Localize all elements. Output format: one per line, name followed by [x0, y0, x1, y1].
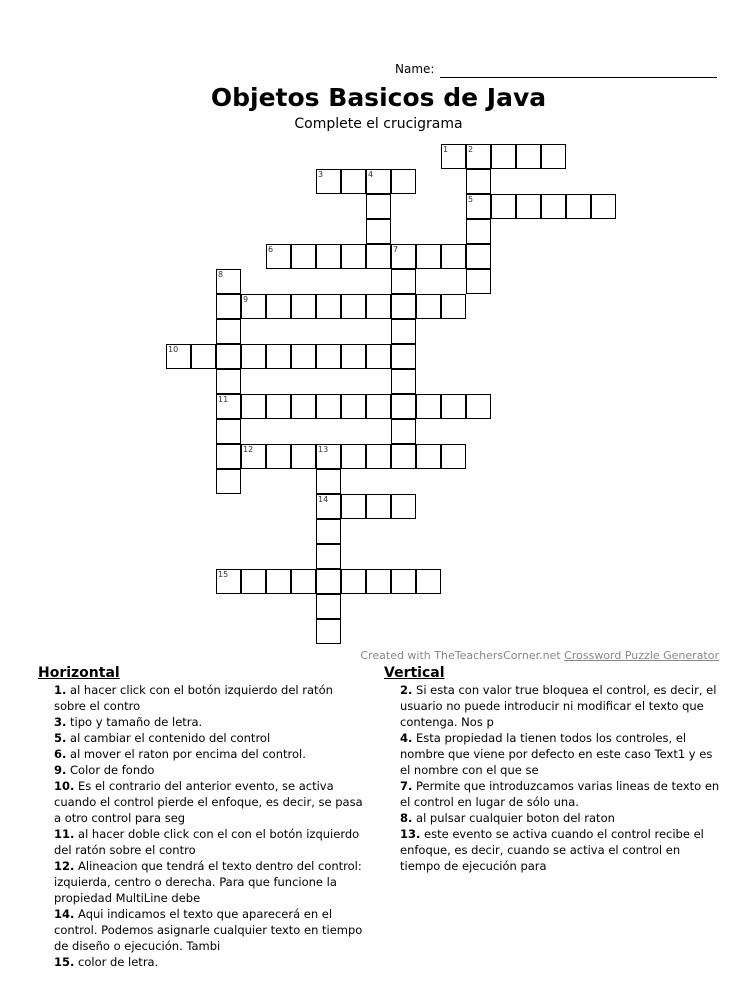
horizontal-clues	[38, 664, 363, 970]
clue-item-number: 12.	[54, 859, 75, 873]
clue-item-text: al cambiar el contenido del control	[70, 731, 271, 745]
clue-item-text: color de letra.	[78, 955, 159, 969]
crossword-cell[interactable]	[291, 569, 316, 594]
crossword-cell[interactable]	[466, 394, 491, 419]
clue-number: 7	[393, 245, 399, 254]
crossword-cell[interactable]	[316, 169, 341, 194]
crossword-cell[interactable]	[391, 269, 416, 294]
crossword-cell[interactable]	[241, 569, 266, 594]
clue-item	[38, 858, 363, 906]
clue-item	[38, 762, 363, 778]
crossword-cell[interactable]	[516, 144, 541, 169]
crossword-cell[interactable]	[466, 269, 491, 294]
clue-item-number: 11.	[54, 827, 75, 841]
clue-item	[384, 778, 724, 810]
crossword-cell[interactable]	[466, 169, 491, 194]
horizontal-clue-list	[38, 682, 363, 970]
crossword-cell[interactable]	[366, 194, 391, 219]
clue-item-number: 13.	[400, 827, 421, 841]
clue-item-text: Color de fondo	[70, 763, 155, 777]
clue-number: 5	[468, 195, 474, 204]
crossword-cell[interactable]	[391, 319, 416, 344]
clue-item-number: 1.	[54, 683, 67, 697]
clue-number: 11	[218, 395, 229, 404]
clue-item-number: 10.	[54, 779, 75, 793]
crossword-cell[interactable]	[441, 444, 466, 469]
crossword-cell[interactable]	[216, 344, 241, 369]
clue-item-number: 2.	[400, 683, 413, 697]
crossword-cell[interactable]	[491, 144, 516, 169]
clue-number: 6	[268, 245, 274, 254]
crossword-cell[interactable]	[316, 469, 341, 494]
clue-item	[38, 778, 363, 826]
crossword-cell[interactable]	[416, 394, 441, 419]
clue-item-text: Esta propiedad la tienen todos los controles, el nombre que viene por defecto en este caso Text1 y es el nombre con el que se	[400, 731, 713, 777]
crossword-cell[interactable]	[266, 244, 291, 269]
credit-prefix: Created with TheTeachersCorner.net	[360, 649, 565, 662]
clue-item	[38, 730, 363, 746]
clue-item-text: Alineacion que tendrá el texto dentro del control: izquierda, centro o derecha. Para que funcione la propiedad MultiLine debe	[54, 859, 362, 905]
crossword-cell[interactable]	[341, 344, 366, 369]
crossword-cell[interactable]	[366, 569, 391, 594]
clue-number: 14	[318, 495, 329, 504]
crossword-cell[interactable]	[341, 494, 366, 519]
clue-number: 8	[218, 270, 224, 279]
crossword-cell[interactable]	[266, 344, 291, 369]
crossword-cell[interactable]	[366, 494, 391, 519]
crossword-cell[interactable]	[316, 294, 341, 319]
clue-item-text: al mover el raton por encima del control.	[70, 747, 306, 761]
crossword-cell[interactable]	[391, 169, 416, 194]
clue-item-text: Si esta con valor true bloquea el control, es decir, el usuario no puede introducir ni modificar el texto que contenga. Nos p	[400, 683, 717, 729]
clue-item-text: Permite que introduzcamos varias lineas de texto en el control en lugar de sólo una.	[400, 779, 720, 809]
clue-item-number: 3.	[54, 715, 67, 729]
crossword-cell[interactable]	[391, 444, 416, 469]
crossword-cell[interactable]	[241, 344, 266, 369]
crossword-cell[interactable]	[316, 594, 341, 619]
crossword-cell[interactable]	[391, 394, 416, 419]
crossword-cell[interactable]	[566, 194, 591, 219]
crossword-cell[interactable]	[341, 294, 366, 319]
vertical-heading: Vertical	[384, 665, 445, 681]
clue-item	[384, 826, 724, 874]
clue-item-text: este evento se activa cuando el control recibe el enfoque, es decir, cuando se activa el control en tiempo de ejecución para	[400, 827, 704, 873]
crossword-cell[interactable]	[466, 244, 491, 269]
clue-item-number: 14.	[54, 907, 75, 921]
clue-item	[38, 906, 363, 954]
crossword-cell[interactable]	[316, 544, 341, 569]
crossword-cell[interactable]	[391, 419, 416, 444]
clue-item	[38, 954, 363, 970]
clue-item-number: 5.	[54, 731, 67, 745]
clue-item-text: al hacer doble click con el con el botón izquierdo del ratón sobre el contro	[54, 827, 360, 857]
crossword-cell[interactable]	[166, 344, 191, 369]
clue-item	[384, 730, 724, 778]
crossword-cell[interactable]	[216, 394, 241, 419]
crossword-cell[interactable]	[216, 419, 241, 444]
crossword-cell[interactable]	[341, 569, 366, 594]
crossword-cell[interactable]	[466, 144, 491, 169]
crossword-cell[interactable]	[341, 244, 366, 269]
clue-number: 10	[168, 345, 179, 354]
clue-item-number: 6.	[54, 747, 67, 761]
crossword-cell[interactable]	[216, 469, 241, 494]
crossword-cell[interactable]	[516, 194, 541, 219]
crossword-cell[interactable]	[266, 569, 291, 594]
crossword-cell[interactable]	[316, 244, 341, 269]
crossword-cell[interactable]	[391, 294, 416, 319]
clue-item	[38, 682, 363, 714]
crossword-cell[interactable]	[216, 369, 241, 394]
crossword-cell[interactable]	[391, 569, 416, 594]
crossword-cell[interactable]	[366, 394, 391, 419]
clue-number: 9	[243, 295, 249, 304]
crossword-cell[interactable]	[341, 394, 366, 419]
crossword-cell[interactable]	[341, 169, 366, 194]
crossword-cell[interactable]	[316, 519, 341, 544]
crossword-cell[interactable]	[541, 194, 566, 219]
crossword-cell[interactable]	[291, 244, 316, 269]
crossword-cell[interactable]	[241, 394, 266, 419]
crossword-cell[interactable]	[591, 194, 616, 219]
clue-number: 3	[318, 170, 324, 179]
clue-item	[384, 682, 724, 730]
clue-number: 4	[368, 170, 374, 179]
crossword-cell[interactable]	[216, 319, 241, 344]
crossword-cell[interactable]	[291, 394, 316, 419]
crossword-cell[interactable]	[416, 294, 441, 319]
horizontal-heading: Horizontal	[38, 665, 120, 681]
crossword-cell[interactable]	[341, 444, 366, 469]
crossword-cell[interactable]	[366, 344, 391, 369]
crossword-cell[interactable]	[416, 569, 441, 594]
clue-item-text: Aqui indicamos el texto que aparecerá en el control. Podemos asignarle cualquier texto en tiempo de diseño o ejecución. Tambi	[54, 907, 363, 953]
page-subtitle: Complete el crucigrama	[294, 116, 463, 132]
clue-item	[384, 810, 724, 826]
clue-number: 1	[443, 145, 449, 154]
vertical-clues	[384, 664, 724, 874]
name-label: Name:	[395, 62, 435, 76]
crossword-cell[interactable]	[391, 344, 416, 369]
crossword-cell[interactable]	[416, 444, 441, 469]
credit-link[interactable]: Crossword Puzzle Generator	[564, 649, 719, 662]
crossword-cell[interactable]	[391, 494, 416, 519]
crossword-cell[interactable]	[366, 169, 391, 194]
clue-item	[38, 714, 363, 730]
clue-item-number: 9.	[54, 763, 67, 777]
crossword-cell[interactable]	[491, 194, 516, 219]
crossword-cell[interactable]	[291, 444, 316, 469]
crossword-cell[interactable]	[266, 394, 291, 419]
page-title: Objetos Basicos de Java	[210, 83, 547, 112]
crossword-cell[interactable]	[216, 569, 241, 594]
crossword-cell[interactable]	[316, 569, 341, 594]
crossword-cell[interactable]	[216, 444, 241, 469]
crossword-cell[interactable]	[466, 219, 491, 244]
crossword-cell[interactable]	[266, 294, 291, 319]
crossword-cell[interactable]	[266, 444, 291, 469]
crossword-cell[interactable]	[366, 219, 391, 244]
clue-item-text: tipo y tamaño de letra.	[70, 715, 203, 729]
crossword-cell[interactable]	[366, 244, 391, 269]
crossword-cell[interactable]	[291, 294, 316, 319]
crossword-cell[interactable]	[441, 244, 466, 269]
crossword-cell[interactable]	[216, 269, 241, 294]
clue-number: 13	[318, 445, 329, 454]
crossword-cell[interactable]	[366, 294, 391, 319]
vertical-clue-list	[384, 682, 724, 874]
crossword-cell[interactable]	[291, 344, 316, 369]
crossword-cell[interactable]	[191, 344, 216, 369]
crossword-cell[interactable]	[391, 244, 416, 269]
crossword-cell[interactable]	[441, 144, 466, 169]
clue-item	[38, 746, 363, 762]
clue-number: 2	[468, 145, 474, 154]
crossword-cell[interactable]	[366, 444, 391, 469]
clue-number: 15	[218, 570, 229, 579]
crossword-cell[interactable]	[441, 394, 466, 419]
crossword-cell[interactable]	[216, 294, 241, 319]
clue-item	[38, 826, 363, 858]
clue-item-text: al pulsar cualquier boton del raton	[416, 811, 615, 825]
crossword-cell[interactable]	[241, 444, 266, 469]
crossword-cell[interactable]	[416, 244, 441, 269]
crossword-cell[interactable]	[316, 344, 341, 369]
crossword-cell[interactable]	[316, 394, 341, 419]
crossword-cell[interactable]	[441, 294, 466, 319]
clue-item-number: 4.	[400, 731, 413, 745]
crossword-cell[interactable]	[541, 144, 566, 169]
crossword-cell[interactable]	[316, 444, 341, 469]
crossword-cell[interactable]	[316, 494, 341, 519]
clue-number: 12	[243, 445, 254, 454]
crossword-cell[interactable]	[316, 619, 341, 644]
clue-item-number: 15.	[54, 955, 75, 969]
clue-item-number: 8.	[400, 811, 413, 825]
crossword-cell[interactable]	[391, 369, 416, 394]
crossword-cell[interactable]	[466, 194, 491, 219]
clue-item-number: 7.	[400, 779, 413, 793]
clue-item-text: Es el contrario del anterior evento, se activa cuando el control pierde el enfoque, es decir, se pasa a otro control para seg	[54, 779, 363, 825]
clue-item-text: al hacer click con el botón izquierdo del ratón sobre el contro	[54, 683, 333, 713]
crossword-cell[interactable]	[241, 294, 266, 319]
credit-line	[360, 649, 719, 662]
